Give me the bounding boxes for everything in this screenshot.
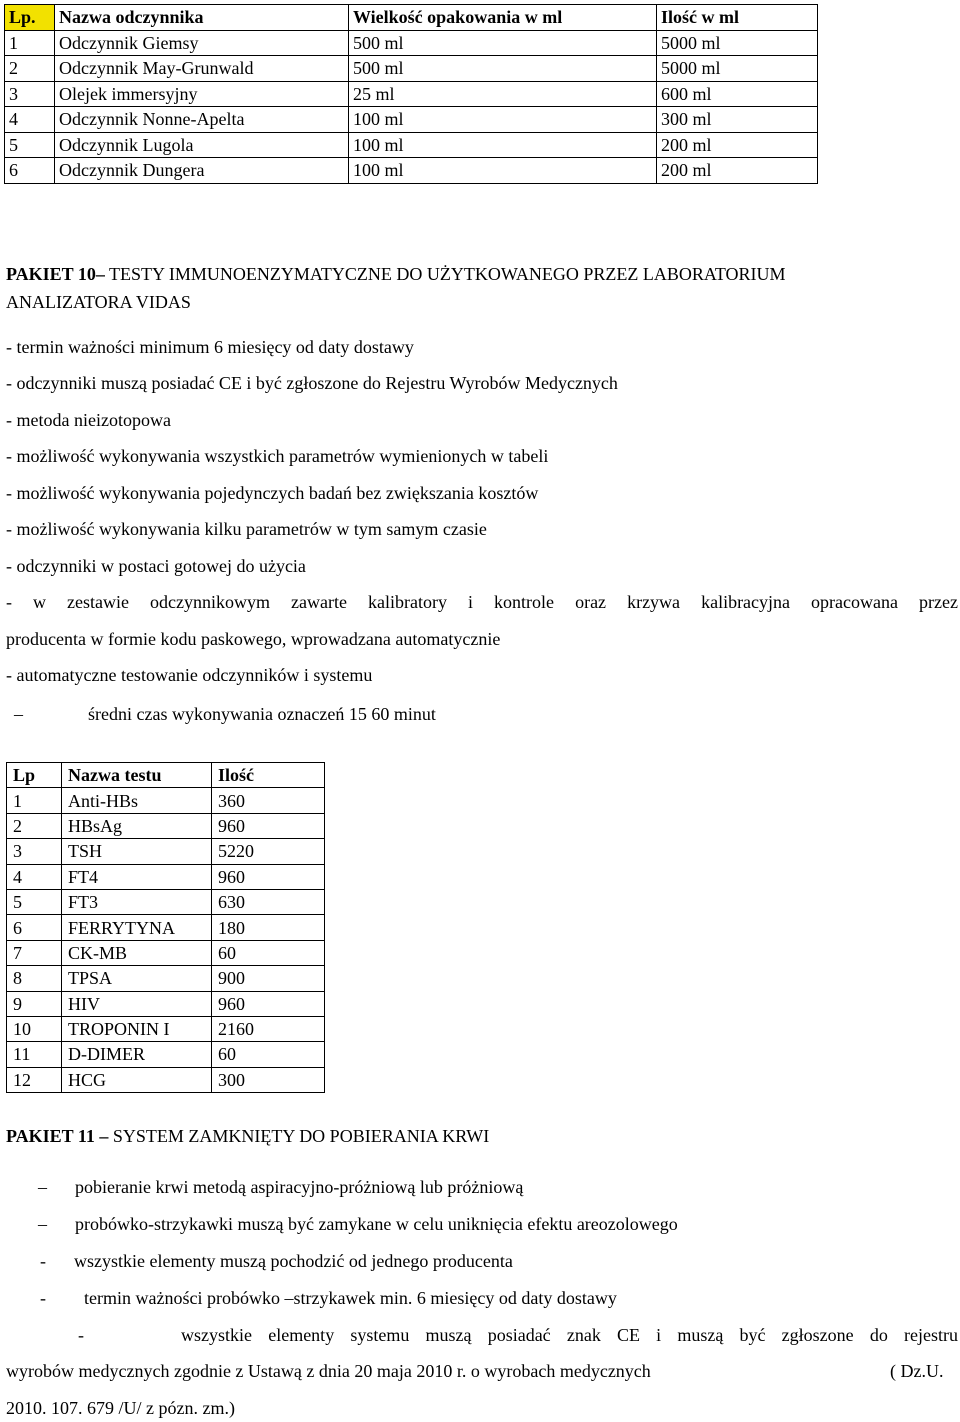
table-cell: CK-MB bbox=[62, 940, 212, 965]
item-text: probówko-strzykawki muszą być zamykane w celu uniknięcia efektu areozolowego bbox=[75, 1214, 678, 1234]
pakiet11-item5-line2 bbox=[6, 1360, 651, 1382]
table-cell: 200 ml bbox=[657, 158, 818, 184]
table-cell: 5 bbox=[7, 889, 62, 914]
table-cell: 4 bbox=[5, 107, 55, 133]
table-cell: Olejek immersyjny bbox=[55, 81, 349, 107]
item-dash: – bbox=[38, 1214, 47, 1234]
table-cell: 6 bbox=[5, 158, 55, 184]
table-row bbox=[5, 30, 818, 56]
table-cell: 5220 bbox=[212, 839, 325, 864]
table-row bbox=[7, 839, 325, 864]
table-row bbox=[7, 1016, 325, 1041]
table-cell: 1 bbox=[7, 788, 62, 813]
table-cell: 60 bbox=[212, 1042, 325, 1067]
table-cell: TPSA bbox=[62, 966, 212, 991]
requirement-item: - metoda nieizotopowa bbox=[6, 410, 171, 430]
table-cell: 100 ml bbox=[349, 107, 657, 133]
pakiet10-heading bbox=[6, 260, 946, 316]
table-cell: FT4 bbox=[62, 864, 212, 889]
table-row bbox=[5, 81, 818, 107]
tests-table bbox=[6, 762, 325, 1093]
pakiet11-item5-ref: ( Dz.U. bbox=[890, 1361, 944, 1381]
table-cell: Odczynnik Lugola bbox=[55, 132, 349, 158]
column-header-test-name: Nazwa testu bbox=[62, 763, 212, 788]
table-cell: 5000 ml bbox=[657, 30, 818, 56]
table-cell: 960 bbox=[212, 864, 325, 889]
table-row bbox=[7, 813, 325, 838]
table-cell: D-DIMER bbox=[62, 1042, 212, 1067]
table-cell: 300 ml bbox=[657, 107, 818, 133]
table-cell: 5000 ml bbox=[657, 56, 818, 82]
requirement-item: - możliwość wykonywania kilku parametrów w tym samym czasie bbox=[6, 519, 487, 539]
pakiet11-item5-line3: 2010. 107. 679 /U/ z pózn. zm.) bbox=[6, 1398, 235, 1418]
table-cell: 630 bbox=[212, 889, 325, 914]
table-cell: HCG bbox=[62, 1067, 212, 1092]
pakiet11-item bbox=[40, 1250, 513, 1272]
table-cell: 500 ml bbox=[349, 30, 657, 56]
table-header-row bbox=[5, 5, 818, 31]
table-header-row bbox=[7, 763, 325, 788]
table-cell: HBsAg bbox=[62, 813, 212, 838]
table-row bbox=[5, 107, 818, 133]
avg-time-item bbox=[14, 703, 436, 725]
table-cell: 4 bbox=[7, 864, 62, 889]
pakiet10-heading-rest: TESTY IMMUNOENZYMATYCZNE DO UŻYTKOWANEGO PRZEZ LABORATORIUM bbox=[104, 264, 786, 284]
table-cell: TROPONIN I bbox=[62, 1016, 212, 1041]
table-cell: 3 bbox=[5, 81, 55, 107]
table-cell: 12 bbox=[7, 1067, 62, 1092]
table-row bbox=[7, 889, 325, 914]
pakiet11-item bbox=[40, 1287, 617, 1309]
table-cell: 200 ml bbox=[657, 132, 818, 158]
requirement-item: - termin ważności minimum 6 miesięcy od daty dostawy bbox=[6, 337, 414, 357]
table-cell: 3 bbox=[7, 839, 62, 864]
item-text: termin ważności probówko –strzykawek min. 6 miesięcy od daty dostawy bbox=[84, 1288, 617, 1308]
table-row bbox=[7, 1067, 325, 1092]
table-cell: 2160 bbox=[212, 1016, 325, 1041]
table-row bbox=[5, 132, 818, 158]
table-cell: 600 ml bbox=[657, 81, 818, 107]
column-header-package-size: Wielkość opakowania w ml bbox=[349, 5, 657, 31]
table-cell: FERRYTYNA bbox=[62, 915, 212, 940]
table-cell: 1 bbox=[5, 30, 55, 56]
requirement-item: - możliwość wykonywania wszystkich parametrów wymienionych w tabeli bbox=[6, 446, 549, 466]
requirement-item: - odczynniki w postaci gotowej do użycia bbox=[6, 556, 306, 576]
table-row bbox=[7, 940, 325, 965]
reagents-table bbox=[4, 4, 818, 184]
item-text: pobieranie krwi metodą aspiracyjno-próżniową lub próżniową bbox=[75, 1177, 524, 1197]
table-cell: 11 bbox=[7, 1042, 62, 1067]
pakiet11-item bbox=[38, 1176, 523, 1198]
item-dash: - bbox=[40, 1288, 46, 1308]
pakiet11-heading-bold: PAKIET 11 – bbox=[6, 1126, 109, 1146]
table-cell: 5 bbox=[5, 132, 55, 158]
column-header-lp: Lp bbox=[7, 763, 62, 788]
pakiet11-heading-rest: SYSTEM ZAMKNIĘTY DO POBIERANIA KRWI bbox=[108, 1126, 490, 1146]
table-row bbox=[5, 158, 818, 184]
item-dash: - bbox=[40, 1251, 46, 1271]
item-text: wszystkie elementy muszą pochodzić od jednego producenta bbox=[74, 1251, 513, 1271]
table-cell: 500 ml bbox=[349, 56, 657, 82]
item-dash: – bbox=[38, 1177, 47, 1197]
pakiet11-heading bbox=[6, 1124, 489, 1148]
table-row bbox=[5, 56, 818, 82]
pakiet11-item5-line1: - wszystkie elementy systemu muszą posiadać znak CE i muszą być zgłoszone do rejestru bbox=[78, 1325, 958, 1345]
column-header-lp: Lp. bbox=[5, 5, 55, 31]
table-cell: 9 bbox=[7, 991, 62, 1016]
table-cell: 960 bbox=[212, 813, 325, 838]
table-cell: TSH bbox=[62, 839, 212, 864]
tests-table-body bbox=[7, 788, 325, 1093]
item5-line2-text: wyrobów medycznych zgodnie z Ustawą z dnia 20 maja 2010 r. o wyrobach medycznych bbox=[6, 1361, 651, 1381]
requirement-item: - możliwość wykonywania pojedynczych badań bez zwiększania kosztów bbox=[6, 483, 539, 503]
table-cell: 2 bbox=[7, 813, 62, 838]
table-row bbox=[7, 991, 325, 1016]
table-cell: 25 ml bbox=[349, 81, 657, 107]
table-cell: 360 bbox=[212, 788, 325, 813]
table-cell: 10 bbox=[7, 1016, 62, 1041]
auto-testing-item: - automatyczne testowanie odczynników i systemu bbox=[6, 665, 373, 685]
table-cell: 300 bbox=[212, 1067, 325, 1092]
table-cell: HIV bbox=[62, 991, 212, 1016]
table-row bbox=[7, 1042, 325, 1067]
column-header-quantity: Ilość bbox=[212, 763, 325, 788]
table-row bbox=[7, 788, 325, 813]
column-header-quantity: Ilość w ml bbox=[657, 5, 818, 31]
table-cell: 100 ml bbox=[349, 132, 657, 158]
table-cell: Odczynnik Giemsy bbox=[55, 30, 349, 56]
table-cell: 100 ml bbox=[349, 158, 657, 184]
table-cell: Anti-HBs bbox=[62, 788, 212, 813]
table-cell: 180 bbox=[212, 915, 325, 940]
table-cell: 6 bbox=[7, 915, 62, 940]
table-cell: 60 bbox=[212, 940, 325, 965]
table-cell: 2 bbox=[5, 56, 55, 82]
table-cell: Odczynnik Dungera bbox=[55, 158, 349, 184]
pakiet11-item bbox=[38, 1213, 678, 1235]
table-cell: 960 bbox=[212, 991, 325, 1016]
pakiet10-heading-bold: PAKIET 10– bbox=[6, 264, 105, 284]
reagents-table-body bbox=[5, 30, 818, 183]
table-row bbox=[7, 915, 325, 940]
calibrators-line-2: producenta w formie kodu paskowego, wprowadzana automatycznie bbox=[6, 629, 501, 649]
table-cell: 8 bbox=[7, 966, 62, 991]
column-header-name: Nazwa odczynnika bbox=[55, 5, 349, 31]
table-cell: 7 bbox=[7, 940, 62, 965]
table-cell: Odczynnik Nonne-Apelta bbox=[55, 107, 349, 133]
table-cell: FT3 bbox=[62, 889, 212, 914]
avg-time-text: średni czas wykonywania oznaczeń 15 60 minut bbox=[88, 704, 436, 724]
table-row bbox=[7, 864, 325, 889]
table-row bbox=[7, 966, 325, 991]
avg-time-dash: – bbox=[14, 704, 23, 724]
table-cell: Odczynnik May-Grunwald bbox=[55, 56, 349, 82]
requirement-item: - odczynniki muszą posiadać CE i być zgłoszone do Rejestru Wyrobów Medycznych bbox=[6, 373, 618, 393]
table-cell: 900 bbox=[212, 966, 325, 991]
pakiet10-heading-line2: ANALIZATORA VIDAS bbox=[6, 292, 191, 312]
calibrators-line-1: - w zestawie odczynnikowym zawarte kalibratory i kontrole oraz krzywa kalibracyjna opracowana przez bbox=[6, 592, 958, 612]
